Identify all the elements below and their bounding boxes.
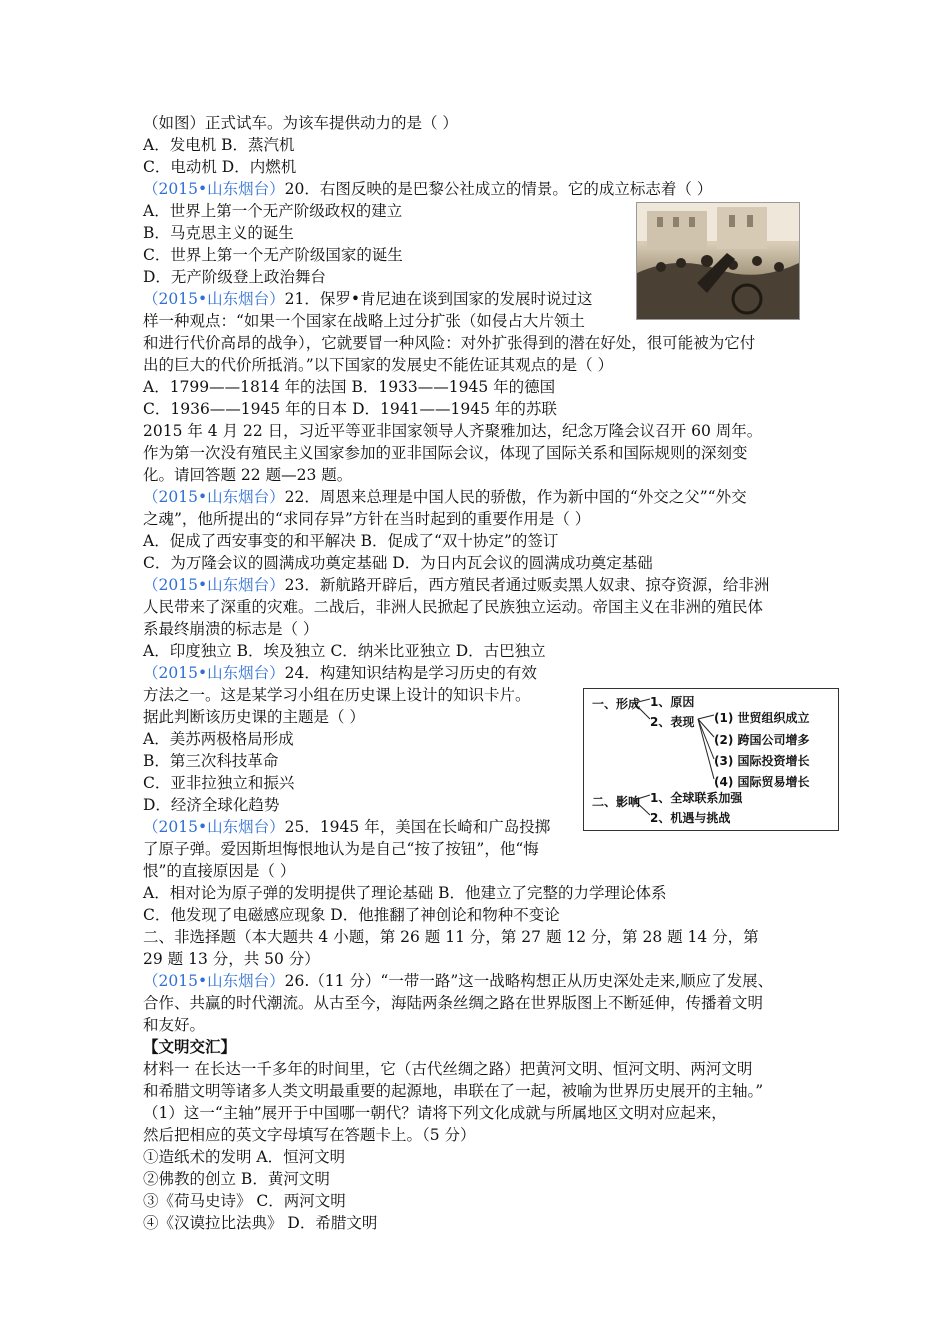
line-text: B．第三次科技革命 (143, 752, 279, 770)
line-text: C．亚非拉独立和振兴 (143, 774, 295, 792)
text-line (143, 398, 557, 420)
text-line (143, 816, 550, 838)
line-text: C．他发现了电磁感应现象 D．他推翻了神创论和物种不变论 (143, 906, 560, 924)
line-text: 26.（11 分）“一带一路”这一战略构想正从历史深处走来,顺应了发展、 (284, 972, 774, 990)
card-sub-1: (1) 世贸组织成立 (714, 711, 810, 725)
line-text: A．美苏两极格局形成 (143, 730, 294, 748)
text-line (143, 376, 555, 398)
line-text: 2015 年 4 月 22 日，习近平等亚非国家领导人齐聚雅加达，纪念万隆会议召开 60 周年。 (143, 422, 763, 440)
text-line (143, 1146, 345, 1168)
text-line (143, 1212, 377, 1234)
question-source: （2015•山东烟台） (143, 180, 285, 198)
text-line (143, 332, 755, 354)
text-line (143, 794, 279, 816)
line-text: C．电动机 D．内燃机 (143, 158, 297, 176)
line-text: 人民带来了深重的灾难。二战后，非洲人民掀起了民族独立运动。帝国主义在非洲的殖民体 (143, 598, 764, 616)
line-text: D．无产阶级登上政治舞台 (143, 268, 326, 286)
line-text: 出的巨大的代价所抵消。”以下国家的发展史不能佐证其观点的是（ ） (143, 356, 614, 374)
line-text: 材料一 在长达一千多年的时间里，它（古代丝绸之路）把黄河文明、恒河文明、两河文明 (143, 1060, 753, 1078)
text-line (143, 860, 295, 882)
text-line (143, 662, 537, 684)
text-line (143, 948, 320, 970)
text-line (143, 640, 546, 662)
question-source: （2015•山东烟台） (143, 290, 285, 308)
text-line (143, 134, 295, 156)
text-line (143, 992, 763, 1014)
text-line (143, 464, 352, 486)
line-text: 合作、共赢的时代潮流。从古至今，海陆两条丝绸之路在世界版图上不断延伸，传播着文明 (143, 994, 764, 1012)
line-text: ②佛教的创立 B．黄河文明 (143, 1170, 330, 1188)
line-text: A．1799——1814 年的法国 B．1933——1945 年的德国 (143, 378, 556, 396)
text-line (143, 1080, 763, 1102)
paris-commune-photo (636, 202, 800, 320)
text-line (143, 1124, 476, 1146)
text-line (143, 838, 539, 860)
line-text: 和希腊文明等诸多人类文明最重要的起源地，串联在了一起，被喻为世界历史展开的主轴。” (143, 1082, 764, 1100)
text-line (143, 1014, 205, 1036)
line-text: A．发电机 B．蒸汽机 (143, 136, 295, 154)
text-line (143, 970, 773, 992)
text-line (143, 178, 712, 200)
text-line (143, 112, 458, 134)
card-sub-3: (3) 国际投资增长 (714, 754, 810, 768)
line-text: A．世界上第一个无产阶级政权的建立 (143, 202, 403, 220)
line-text: C．1936——1945 年的日本 D．1941——1945 年的苏联 (143, 400, 557, 418)
text-line (143, 552, 653, 574)
text-line (143, 706, 365, 728)
line-text: 【文明交汇】 (143, 1038, 237, 1056)
text-line (143, 354, 613, 376)
text-line (143, 1102, 727, 1124)
line-text: 之魂”，他所提出的“求同存异”方针在当时起到的重要作用是（ ） (143, 510, 591, 528)
text-line (143, 156, 296, 178)
line-text: ①造纸术的发明 A．恒河文明 (143, 1148, 346, 1166)
text-line (143, 442, 748, 464)
text-line (143, 530, 558, 552)
text-line (143, 310, 585, 332)
text-line (143, 1190, 346, 1212)
line-text: 然后把相应的英文字母填写在答题卡上。（5 分） (143, 1126, 476, 1144)
text-line (143, 1058, 752, 1080)
question-source: （2015•山东烟台） (143, 664, 285, 682)
line-text: （如图）正式试车。为该车提供动力的是（ ） (143, 114, 458, 132)
line-text: 和友好。 (143, 1016, 206, 1034)
text-line (143, 904, 560, 926)
line-text: 和进行代价高昂的战争），它就要冒一种风险：对外扩张得到的潜在好处，很可能被为它付 (143, 334, 756, 352)
question-source: （2015•山东烟台） (143, 818, 285, 836)
card-item-links: 1、全球联系加强 (650, 791, 743, 805)
text-line (143, 772, 294, 794)
line-text: 24．构建知识结构是学习历史的有效 (284, 664, 537, 682)
line-text: 恨”的直接原因是（ ） (143, 862, 296, 880)
text-line (143, 750, 278, 772)
text-line (143, 288, 592, 310)
card-section-2: 二、影响 (592, 795, 641, 809)
line-text: 了原子弹。爱因斯坦悔恨地认为是自己“按了按钮”，他“悔 (143, 840, 539, 858)
line-text: C．世界上第一个无产阶级国家的诞生 (143, 246, 403, 264)
line-text: 29 题 13 分，共 50 分） (143, 950, 320, 968)
text-line (143, 1168, 330, 1190)
text-line (143, 508, 590, 530)
text-line (143, 420, 762, 442)
line-text: A．印度独立 B．埃及独立 C．纳米比亚独立 D．古巴独立 (143, 642, 546, 660)
question-source: （2015•山东烟台） (143, 576, 285, 594)
line-text: 23．新航路开辟后，西方殖民者通过贩卖黑人奴隶、掠夺资源，给非洲 (284, 576, 770, 594)
card-item-cause: 1、原因 (650, 695, 695, 709)
text-line (143, 486, 747, 508)
text-line (143, 574, 769, 596)
card-sub-4: (4) 国际贸易增长 (714, 775, 810, 789)
line-text: 方法之一。这是某学习小组在历史课上设计的知识卡片。 (143, 686, 531, 704)
text-line (143, 244, 403, 266)
knowledge-card (583, 688, 839, 831)
line-text: 化。请回答题 22 题—23 题。 (143, 466, 353, 484)
question-source: （2015•山东烟台） (143, 488, 285, 506)
line-text: ④《汉谟拉比法典》 D．希腊文明 (143, 1214, 378, 1232)
line-text: ③《荷马史诗》 C．两河文明 (143, 1192, 346, 1210)
text-line (143, 266, 326, 288)
question-source: （2015•山东烟台） (143, 972, 285, 990)
text-line (143, 882, 667, 904)
text-line (143, 200, 402, 222)
text-line (143, 222, 294, 244)
line-text: 据此判断该历史课的主题是（ ） (143, 708, 365, 726)
card-item-challenge: 2、机遇与挑战 (650, 811, 731, 825)
line-text: 21．保罗•肯尼迪在谈到国家的发展时说过这 (284, 290, 593, 308)
line-text: A．相对论为原子弹的发明提供了理论基础 B．他建立了完整的力学理论体系 (143, 884, 667, 902)
card-sub-2: (2) 跨国公司增多 (714, 733, 810, 747)
line-text: （1）这一“主轴”展开于中国哪一朝代？请将下列文化成就与所属地区文明对应起来， (143, 1104, 727, 1122)
line-text: 样一种观点：“如果一个国家在战略上过分扩张（如侵占大片领土 (143, 312, 585, 330)
line-text: 25．1945 年，美国在长崎和广岛投掷 (284, 818, 551, 836)
line-text: 作为第一次没有殖民主义国家参加的亚非国际会议，体现了国际关系和国际规则的深刻变 (143, 444, 748, 462)
line-text: 20．右图反映的是巴黎公社成立的情景。它的成立标志着（ ） (284, 180, 713, 198)
text-line (143, 618, 318, 640)
line-text: C．为万隆会议的圆满成功奠定基础 D．为日内瓦会议的圆满成功奠定基础 (143, 554, 653, 572)
line-text: 系最终崩溃的标志是（ ） (143, 620, 319, 638)
card-section-1: 一、形成 (592, 697, 641, 711)
text-line (143, 596, 763, 618)
text-line (143, 1036, 236, 1058)
text-line (143, 926, 759, 948)
line-text: A．促成了西安事变的和平解决 B．促成了“双十协定”的签订 (143, 532, 559, 550)
text-line (143, 684, 531, 706)
line-text: 二、非选择题（本大题共 4 小题，第 26 题 11 分，第 27 题 12 分，第 28 题 14 分，第 (143, 928, 759, 946)
card-item-manifest: 2、表现 (650, 715, 695, 729)
line-text: D．经济全球化趋势 (143, 796, 280, 814)
line-text: B．马克思主义的诞生 (143, 224, 294, 242)
line-text: 22．周恩来总理是中国人民的骄傲，作为新中国的“外交之父”“外交 (284, 488, 747, 506)
text-line (143, 728, 294, 750)
